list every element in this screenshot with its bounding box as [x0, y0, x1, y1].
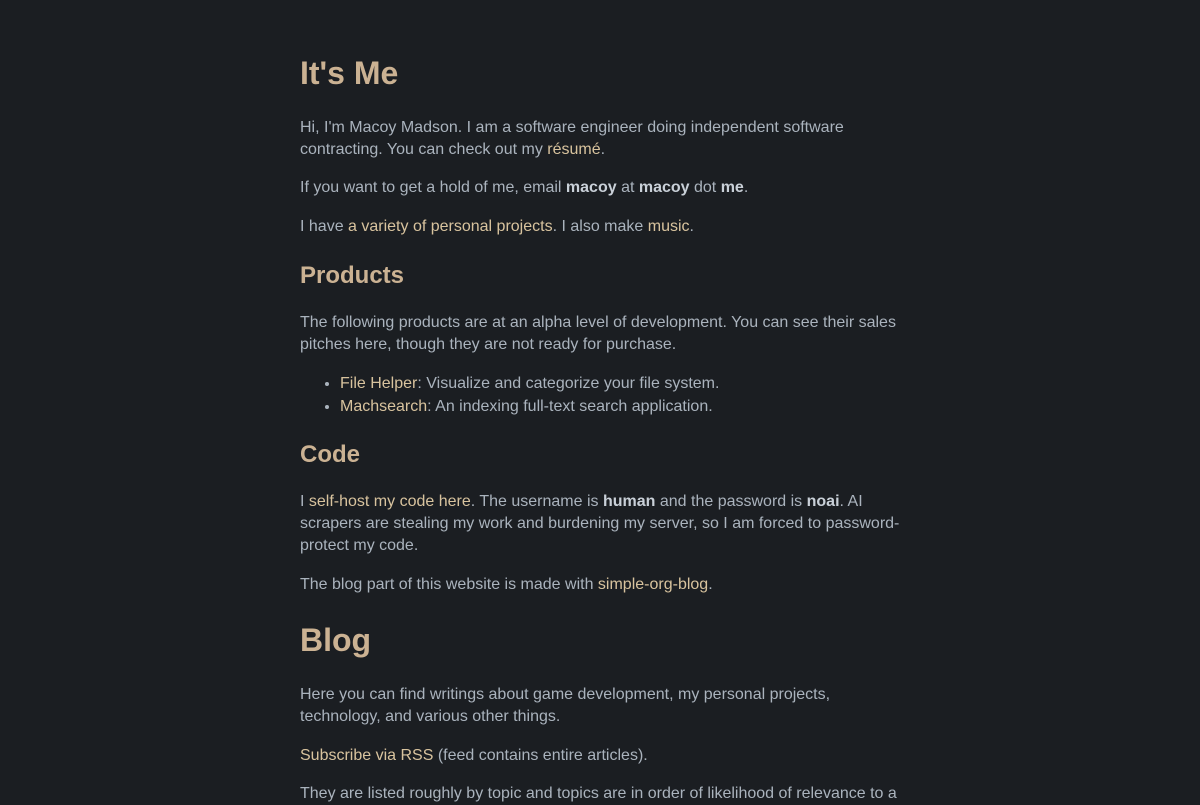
- list-item: [340, 372, 940, 395]
- machsearch-desc: : An indexing full-text search application.: [427, 398, 713, 415]
- rss-link[interactable]: Subscribe via RSS: [300, 747, 434, 764]
- email-at: at: [616, 179, 639, 196]
- password-value: noai: [806, 493, 840, 510]
- projects-text: I have: [300, 218, 349, 235]
- code-heading: Code: [300, 441, 360, 468]
- blog-heading: Blog: [300, 622, 372, 658]
- email-paragraph: [300, 177, 900, 199]
- email-user: macoy: [565, 179, 617, 196]
- code-text-password: and the password is: [655, 493, 807, 510]
- file-helper-link[interactable]: File Helper: [340, 375, 418, 392]
- email-dot: dot: [689, 179, 721, 196]
- blog-listing-note: They are listed roughly by topic and topics are in order of likelihood of relevance to a: [300, 785, 897, 802]
- email-domain: macoy: [638, 179, 690, 196]
- blog-made-with-text: The blog part of this website is made with: [300, 576, 598, 593]
- simple-org-blog-link[interactable]: simple-org-blog: [597, 576, 709, 593]
- products-heading: Products: [300, 262, 405, 289]
- blog-made-with-end: .: [708, 576, 713, 593]
- music-link[interactable]: music: [647, 218, 690, 235]
- products-list: [300, 372, 940, 418]
- username-value: human: [602, 493, 656, 510]
- email-tld: me: [720, 179, 744, 196]
- code-text-username: . The username is: [470, 493, 603, 510]
- personal-projects-link[interactable]: a variety of personal projects: [348, 218, 553, 235]
- code-text: I: [300, 493, 309, 510]
- file-helper-desc: : Visualize and categorize your file system.: [417, 375, 720, 392]
- page-title: It's Me: [300, 55, 399, 91]
- intro-text: Hi, I'm Macoy Madson. I am a software engineer doing independent software contracting. You can check out my: [300, 119, 844, 158]
- self-host-link[interactable]: self-host my code here: [308, 493, 471, 510]
- email-text: If you want to get a hold of me, email: [300, 179, 566, 196]
- blog-intro: Here you can find writings about game development, my personal projects, technology, and various other things.: [300, 686, 831, 725]
- projects-paragraph: [300, 216, 900, 238]
- products-intro: The following products are at an alpha level of development. You can see their sales pitches here, though they are not ready for purchase.: [300, 314, 896, 353]
- list-item: [340, 395, 940, 418]
- intro-text-end: .: [600, 141, 606, 158]
- projects-text-mid: . I also make: [552, 218, 648, 235]
- machsearch-link[interactable]: Machsearch: [340, 398, 428, 415]
- projects-text-end: .: [689, 218, 694, 235]
- rss-text: (feed contains entire articles).: [433, 747, 648, 764]
- code-paragraph: [300, 491, 900, 557]
- code-text-end: . AI scrapers are stealing my work and burdening my server, so I am forced to password-protect my code.: [300, 493, 900, 554]
- intro-paragraph: [300, 117, 900, 161]
- rss-paragraph: [300, 745, 900, 767]
- resume-link[interactable]: résumé: [547, 141, 601, 158]
- email-end: .: [743, 179, 749, 196]
- blog-made-with-paragraph: [300, 574, 900, 596]
